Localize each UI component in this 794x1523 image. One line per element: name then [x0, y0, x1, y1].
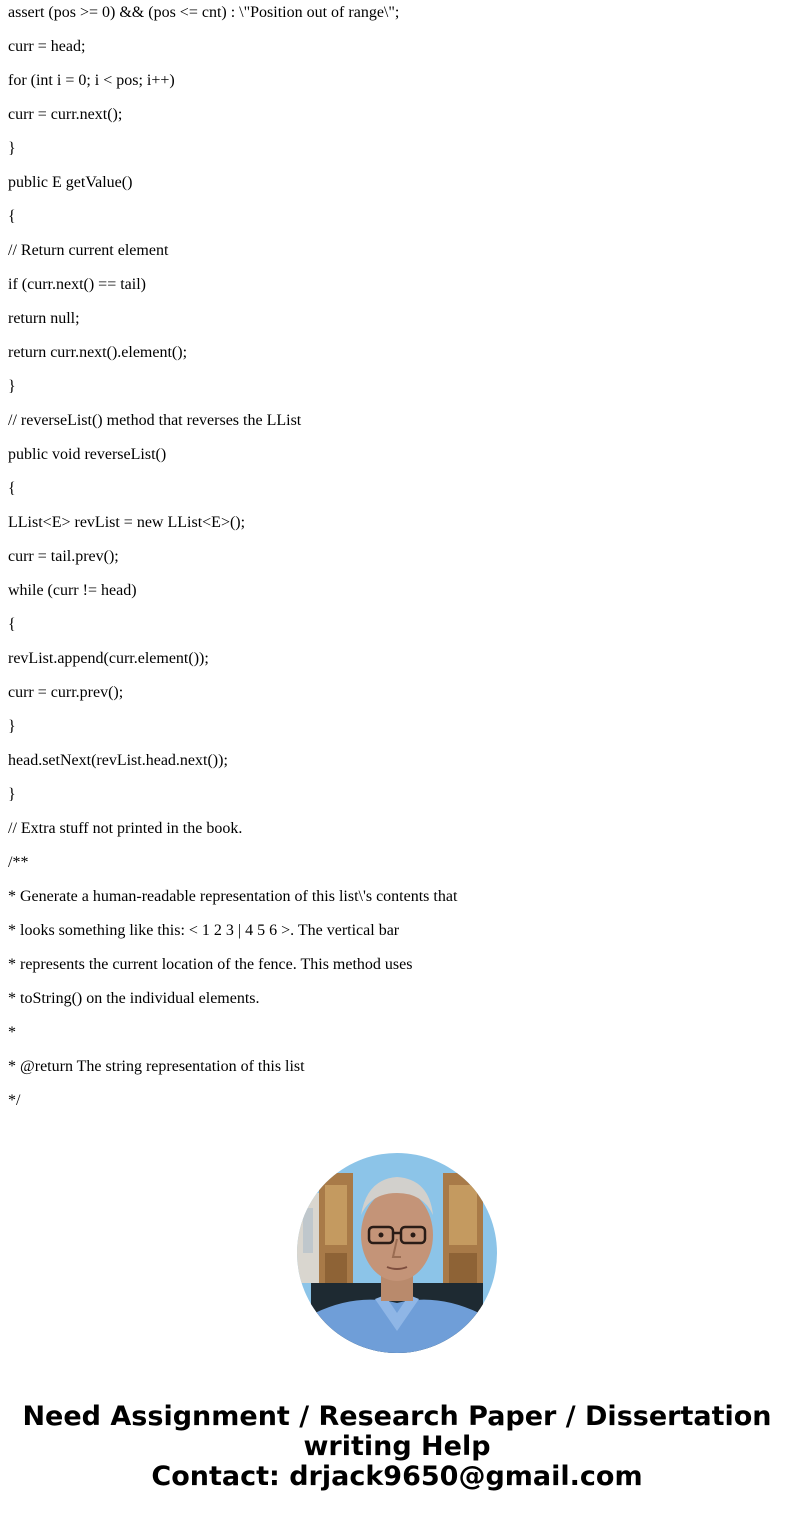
code-line: }	[8, 140, 16, 157]
code-line: return curr.next().element();	[8, 344, 188, 361]
code-line: }	[8, 718, 16, 735]
author-avatar	[297, 1153, 497, 1353]
code-line: * @return The string representation of this list	[8, 1058, 305, 1075]
code-line: for (int i = 0; i < pos; i++)	[8, 72, 175, 89]
code-line: // reverseList() method that reverses the LList	[8, 412, 302, 429]
code-line: }	[8, 378, 16, 395]
code-line: return null;	[8, 310, 80, 327]
promo-line-2: writing Help	[303, 1431, 491, 1462]
code-line: curr = head;	[8, 38, 86, 55]
code-line: * looks something like this: < 1 2 3 | 4 5 6 >. The vertical bar	[8, 922, 400, 939]
code-text-block	[8, 0, 788, 1126]
code-line: head.setNext(revList.head.next());	[8, 752, 228, 769]
code-line: {	[8, 616, 16, 633]
code-line: public E getValue()	[8, 174, 133, 191]
code-line: if (curr.next() == tail)	[8, 276, 146, 293]
code-line: * represents the current location of the fence. This method uses	[8, 956, 413, 973]
promo-contact-line: Contact: drjack9650@gmail.com	[151, 1461, 643, 1492]
code-line: curr = curr.prev();	[8, 684, 124, 701]
code-line: // Return current element	[8, 242, 169, 259]
code-line: }	[8, 786, 16, 803]
code-line: // Extra stuff not printed in the book.	[8, 820, 243, 837]
code-line: * toString() on the individual elements.	[8, 990, 260, 1007]
author-portrait-image	[297, 1153, 497, 1353]
promo-line-1: Need Assignment / Research Paper / Dissertation	[22, 1401, 772, 1432]
code-line: public void reverseList()	[8, 446, 167, 463]
code-line: curr = curr.next();	[8, 106, 123, 123]
code-line: {	[8, 208, 16, 225]
code-line: revList.append(curr.element());	[8, 650, 209, 667]
code-line: assert (pos >= 0) && (pos <= cnt) : \"Position out of range\";	[8, 4, 400, 21]
code-line: *	[8, 1024, 16, 1041]
code-line: LList<E> revList = new LList<E>();	[8, 514, 246, 531]
code-line: while (curr != head)	[8, 582, 137, 599]
code-line: {	[8, 480, 16, 497]
code-line: curr = tail.prev();	[8, 548, 119, 565]
code-line: * Generate a human-readable representation of this list\'s contents that	[8, 888, 458, 905]
code-line: /**	[8, 854, 29, 871]
promo-banner	[0, 1402, 794, 1492]
code-line: */	[8, 1092, 21, 1109]
